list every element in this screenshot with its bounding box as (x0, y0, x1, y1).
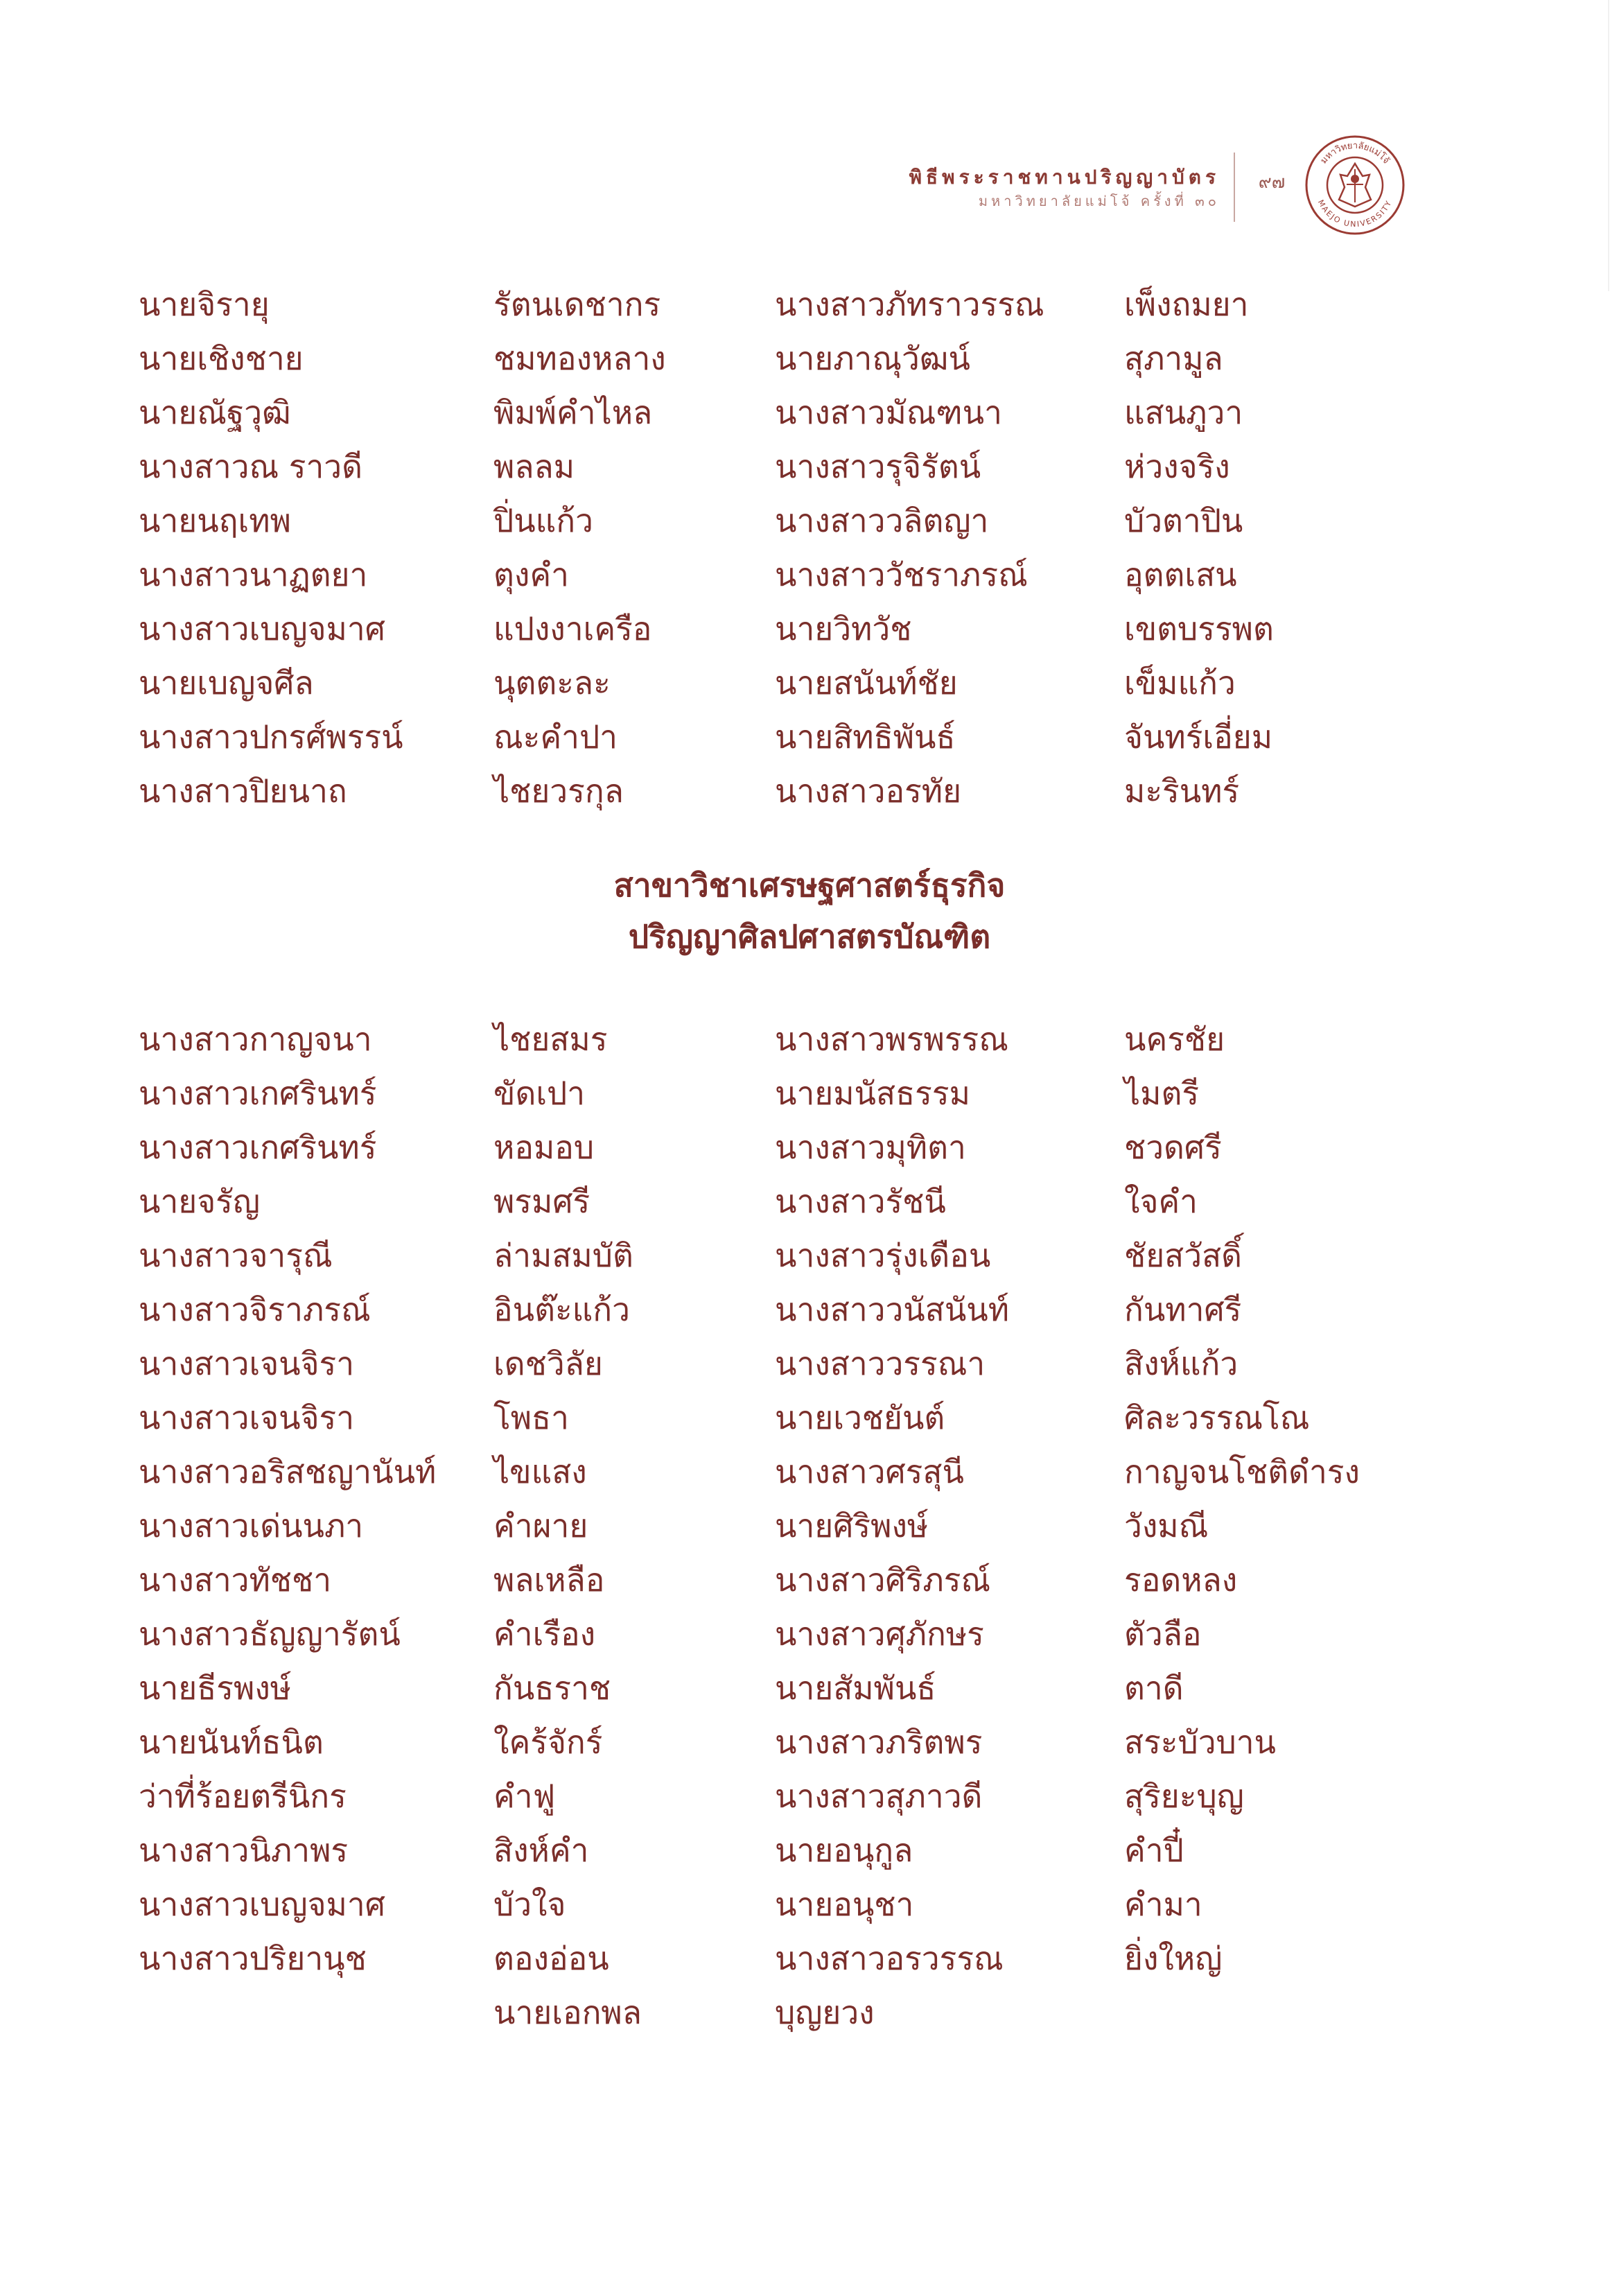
graduate-first-name: นายเบญจศีล (139, 664, 314, 702)
graduate-first-name: นางสาวนาฏตยา (139, 556, 368, 593)
graduate-surname: ไชยวรกุล (493, 772, 624, 810)
graduate-surname: ไชยสมร (493, 1020, 608, 1058)
graduate-surname: สุริยะบุญ (1124, 1777, 1244, 1815)
graduate-surname: แสนภูวา (1124, 394, 1243, 431)
graduate-surname: พลลม (493, 448, 575, 485)
name-row (0, 1337, 1619, 1391)
graduate-surname: กันธราช (493, 1669, 611, 1707)
page-number: ๙๗ (1258, 172, 1286, 193)
graduate-first-name: นายวิทวัช (775, 610, 912, 647)
graduate-surname: รอดหลง (1124, 1561, 1238, 1599)
graduate-surname: ชัยสวัสดิ์ (1124, 1237, 1243, 1274)
name-row (0, 1769, 1619, 1823)
name-row (0, 1823, 1619, 1877)
graduate-surname: สิงห์แก้ว (1124, 1345, 1239, 1382)
name-row (0, 656, 1619, 710)
seal-text-top: มหาวิทยาลัยแม่โจ้ (1318, 140, 1392, 166)
name-row (0, 1174, 1619, 1228)
graduate-surname: ตัวลือ (1124, 1615, 1202, 1653)
graduate-surname: ปิ่นแก้ว (493, 502, 593, 539)
graduate-surname: ณะคำปา (493, 718, 618, 756)
graduate-surname: นครชัย (1124, 1020, 1225, 1058)
graduate-first-name: นางสาวเกศรินทร์ (139, 1129, 377, 1166)
graduate-list-bottom (0, 1012, 1619, 2040)
graduate-surname: ยิ่งใหญ่ (1124, 1940, 1223, 1977)
graduate-first-name: นางสาวมุทิตา (775, 1129, 966, 1166)
graduate-list-top (0, 277, 1619, 818)
graduate-surname: สิงห์คำ (493, 1832, 589, 1869)
graduate-surname: คำมา (1124, 1886, 1202, 1923)
name-row (0, 1499, 1619, 1553)
name-row (0, 1985, 1619, 2040)
graduate-first-name: นางสาวเจนจิรา (139, 1399, 355, 1436)
graduate-surname: ไขแสง (493, 1453, 587, 1490)
seal-text-bottom: MAEJO UNIVERSITY (1315, 198, 1394, 229)
graduate-first-name: บุญยวง (775, 1994, 875, 2031)
graduate-first-name: นายศิริพงษ์ (775, 1507, 929, 1545)
graduate-first-name: นายเชิงชาย (139, 340, 304, 377)
graduate-first-name: นางสาวอรวรรณ (775, 1940, 1004, 1977)
name-row (0, 1661, 1619, 1715)
name-row (0, 1931, 1619, 1985)
page-header (693, 140, 1421, 236)
graduate-first-name: นางสาวเบญจมาศ (139, 610, 385, 647)
graduate-first-name: นางสาวนิภาพร (139, 1832, 349, 1869)
graduate-surname: ตาดี (1124, 1669, 1184, 1707)
graduate-surname: พลเหลือ (493, 1561, 605, 1599)
graduate-first-name: นายสิทธิพันธ์ (775, 718, 956, 756)
page-edge-line (1608, 0, 1609, 291)
section-major: สาขาวิชาเศรษฐศาสตร์ธุรกิจ (613, 867, 1006, 904)
graduate-surname: สุภามูล (1124, 340, 1223, 377)
graduate-surname: บัวตาปิน (1124, 502, 1243, 539)
graduate-surname: ชวดศรี (1124, 1129, 1222, 1166)
name-row (0, 1012, 1619, 1066)
graduate-surname: วังมณี (1124, 1507, 1209, 1545)
graduate-surname: ไมตรี (1124, 1075, 1200, 1112)
graduate-surname: คำฟู (493, 1777, 556, 1815)
graduate-first-name: นายนันท์ธนิต (139, 1723, 324, 1761)
graduate-surname: สระบัวบาน (1124, 1723, 1276, 1761)
name-row (0, 1445, 1619, 1499)
graduate-first-name: นายสัมพันธ์ (775, 1669, 936, 1707)
graduate-first-name: นางสาวจารุณี (139, 1237, 333, 1274)
graduate-surname: กาญจนโชติดำรง (1124, 1453, 1360, 1490)
graduate-surname: ล่ามสมบัติ (493, 1237, 633, 1274)
graduate-surname: นุตตะละ (493, 664, 611, 702)
graduate-first-name: นางสาวเกศรินทร์ (139, 1075, 377, 1112)
graduate-first-name: นางสาวธัญญารัตน์ (139, 1615, 401, 1653)
graduate-surname: ชมทองหลาง (493, 340, 666, 377)
graduate-surname: คำผาย (493, 1507, 588, 1545)
graduate-surname: หอมอบ (493, 1129, 595, 1166)
graduate-first-name: นางสาวพรพรรณ (775, 1020, 1008, 1058)
graduate-first-name: นายภาณุวัฒน์ (775, 340, 970, 377)
section-heading (0, 860, 1619, 962)
graduate-surname: ใคร้จักร์ (493, 1723, 603, 1761)
name-row (0, 1120, 1619, 1174)
graduate-surname: ห่วงจริง (1124, 448, 1230, 485)
graduate-first-name: นางสาวเจนจิรา (139, 1345, 355, 1382)
graduate-first-name: นายณัฐวุฒิ (139, 394, 291, 431)
graduate-first-name: นางสาวอริสชญานันท์ (139, 1453, 437, 1490)
graduate-first-name: นางสาวภริตพร (775, 1723, 983, 1761)
graduate-surname: นายเอกพล (493, 1994, 642, 2031)
graduate-first-name: นางสาวปกรศ์พรรน์ (139, 718, 403, 756)
section-degree: ปริญญาศิลปศาสตรบัณฑิต (628, 918, 991, 955)
name-row (0, 494, 1619, 548)
graduate-surname: กันทาศรี (1124, 1291, 1242, 1328)
graduate-surname: ตองอ่อน (493, 1940, 609, 1977)
graduate-first-name: นางสาวเบญจมาศ (139, 1886, 385, 1923)
graduate-first-name: นางสาวปริยานุช (139, 1940, 367, 1977)
name-row (0, 385, 1619, 440)
name-row (0, 548, 1619, 602)
name-row (0, 331, 1619, 385)
graduate-first-name: นางสาวจิราภรณ์ (139, 1291, 371, 1328)
graduate-surname: เขตบรรพต (1124, 610, 1274, 647)
graduate-first-name: นางสาวเด่นนภา (139, 1507, 364, 1545)
graduate-first-name: ว่าที่ร้อยตรีนิกร (139, 1777, 347, 1815)
university-seal-icon (1303, 133, 1407, 237)
graduate-first-name: นางสาวศรสุนี (775, 1453, 964, 1490)
name-row (0, 1715, 1619, 1769)
ceremony-title: พิธีพระราชทานปริญญาบัตร (909, 166, 1220, 189)
graduate-first-name: นายนฤเทพ (139, 502, 291, 539)
graduate-surname: ใจคำ (1124, 1183, 1198, 1220)
name-row (0, 440, 1619, 494)
graduate-surname: บัวใจ (493, 1886, 566, 1923)
graduate-first-name: นางสาวทัชชา (139, 1561, 332, 1599)
ceremony-subtitle: มหาวิทยาลัยแม่โจ้ ครั้งที่ ๓๐ (978, 193, 1220, 209)
graduate-surname: คำเรือง (493, 1615, 596, 1653)
graduate-first-name: นางสาวรุ่งเดือน (775, 1237, 991, 1274)
graduate-first-name: นางสาววรรณา (775, 1345, 986, 1382)
header-divider (1234, 153, 1235, 222)
graduate-surname: เพ็งถมยา (1124, 286, 1249, 323)
graduate-first-name: นายมนัสธรรม (775, 1075, 970, 1112)
graduate-first-name: นางสาววนัสนันท์ (775, 1291, 1010, 1328)
name-row (0, 1228, 1619, 1282)
graduate-first-name: นางสาวศิริภรณ์ (775, 1561, 991, 1599)
name-row (0, 1066, 1619, 1120)
graduate-first-name: นายธีรพงษ์ (139, 1669, 292, 1707)
graduate-first-name: นางสาวรัชนี (775, 1183, 946, 1220)
name-row (0, 764, 1619, 818)
graduate-surname: จันทร์เอี่ยม (1124, 718, 1273, 756)
graduate-first-name: นางสาวภัทราวรรณ (775, 286, 1044, 323)
graduate-surname: คำปี๋ (1124, 1832, 1184, 1869)
graduate-first-name: นางสาวสุภาวดี (775, 1777, 983, 1815)
graduate-surname: ศิละวรรณโณ (1124, 1399, 1310, 1436)
name-row (0, 1282, 1619, 1337)
graduate-first-name: นางสาวศุภักษร (775, 1615, 984, 1653)
name-row (0, 1391, 1619, 1445)
graduate-first-name: นายจิรายุ (139, 286, 270, 323)
name-row (0, 277, 1619, 331)
graduate-first-name: นายสนันท์ชัย (775, 664, 958, 702)
graduate-surname: โพธา (493, 1399, 569, 1436)
graduate-first-name: นายเวชยันต์ (775, 1399, 945, 1436)
graduate-surname: เข็มแก้ว (1124, 664, 1236, 702)
name-row (0, 710, 1619, 764)
graduate-surname: รัตนเดชากร (493, 286, 661, 323)
graduate-surname: ตุงคำ (493, 556, 569, 593)
graduate-surname: ขัดเปา (493, 1075, 586, 1112)
header-text (909, 164, 1220, 211)
graduate-surname: พิมพ์คำไหล (493, 394, 653, 431)
graduate-surname: เดชวิลัย (493, 1345, 603, 1382)
name-row (0, 1877, 1619, 1931)
graduate-first-name: นางสาววลิตญา (775, 502, 989, 539)
graduate-surname: อุตตเสน (1124, 556, 1237, 593)
graduate-first-name: นางสาวรุจิรัตน์ (775, 448, 981, 485)
graduate-first-name: นางสาววัชราภรณ์ (775, 556, 1028, 593)
name-row (0, 602, 1619, 656)
name-row (0, 1607, 1619, 1661)
graduate-first-name: นางสาวกาญจนา (139, 1020, 372, 1058)
graduate-first-name: นายจรัญ (139, 1183, 261, 1220)
graduate-first-name: นางสาวอรทัย (775, 772, 962, 810)
graduate-first-name: นายอนุชา (775, 1886, 914, 1923)
graduate-surname: อินต๊ะแก้ว (493, 1291, 630, 1328)
graduate-first-name: นางสาวณ ราวดี (139, 448, 363, 485)
name-row (0, 1553, 1619, 1607)
graduate-first-name: นางสาวมัณฑนา (775, 394, 1002, 431)
graduate-surname: พรมศรี (493, 1183, 590, 1220)
graduate-surname: มะรินทร์ (1124, 772, 1240, 810)
graduate-surname: แปงงาเครือ (493, 610, 652, 647)
graduate-first-name: นายอนุกูล (775, 1832, 913, 1869)
graduate-first-name: นางสาวปิยนาถ (139, 772, 347, 810)
